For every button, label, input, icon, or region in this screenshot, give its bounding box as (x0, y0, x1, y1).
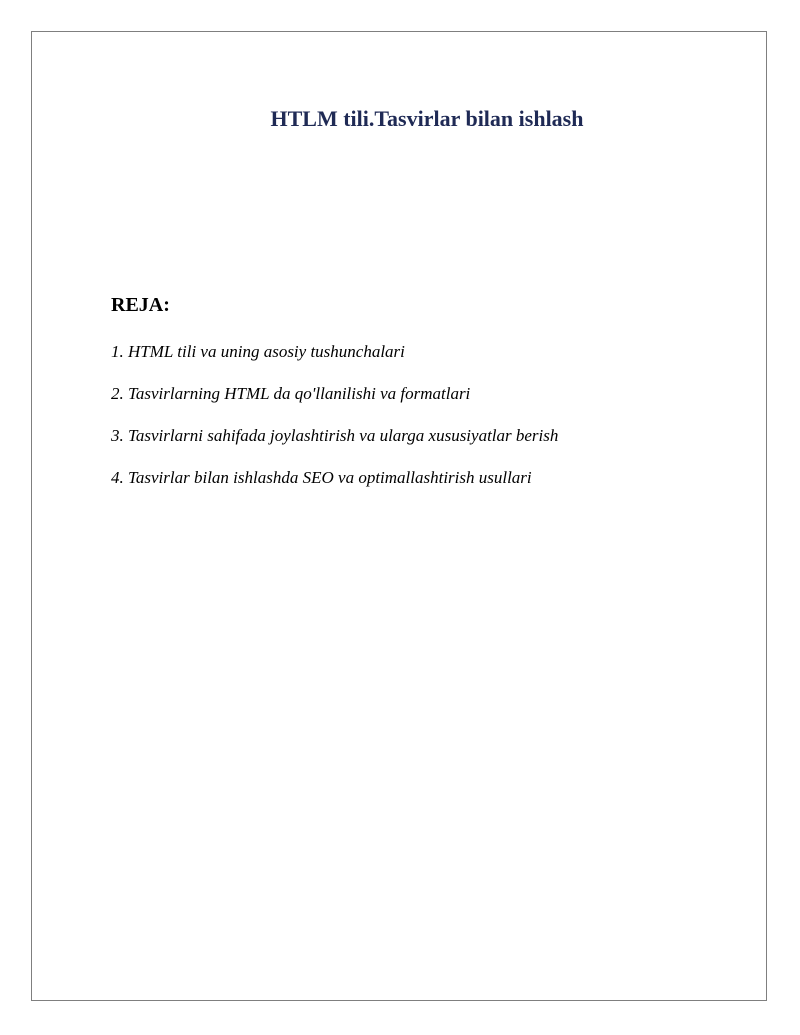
plan-item: 3. Tasvirlarni sahifada joylashtirish va ularga xususiyatlar berish (111, 426, 559, 445)
plan-list (111, 341, 558, 509)
plan-item: 4. Tasvirlar bilan ishlashda SEO va optimallashtirish usullari (111, 468, 532, 487)
plan-item: 1. HTML tili va uning asosiy tushunchalari (111, 342, 405, 361)
document-title: HTLM tili.Tasvirlar bilan ishlash (270, 106, 584, 131)
plan-heading: REJA: (111, 294, 170, 316)
plan-item: 2. Tasvirlarning HTML da qo'llanilishi va formatlari (111, 384, 471, 403)
document-page (31, 31, 767, 1001)
